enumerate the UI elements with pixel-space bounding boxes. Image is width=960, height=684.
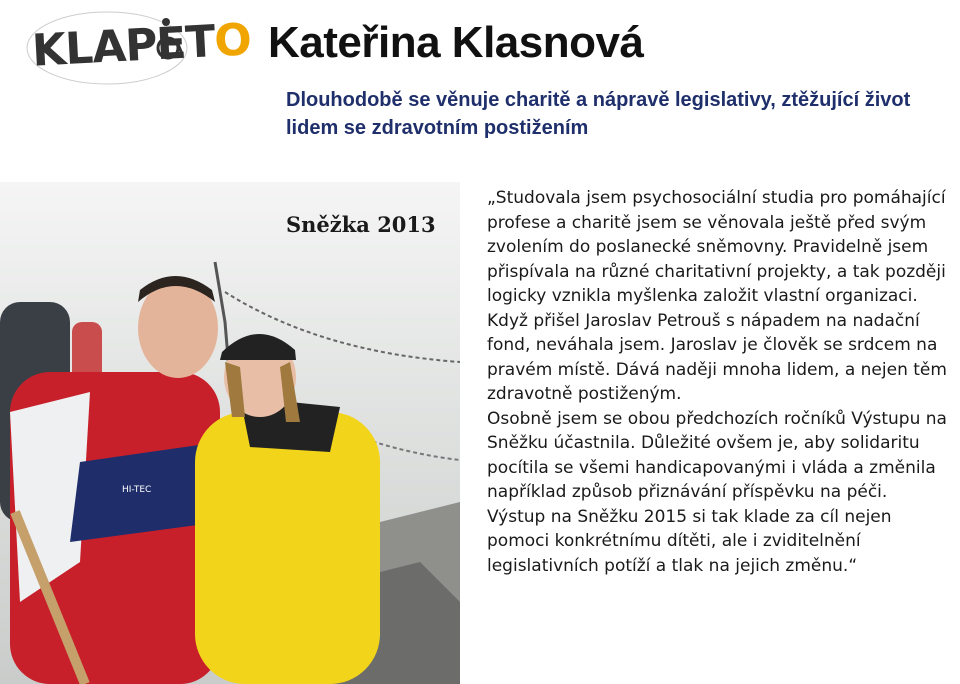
logo-text-accent: O	[213, 14, 253, 68]
quote-paragraph: Osobně jsem se obou předchozích ročníků Výstupu na Sněžku účastnila. Důležité ovšem je, aby solidaritu pocítila se všemi handicapovanými i vláda a změnila například způsob přiznávání příspěvku na péči.	[487, 408, 947, 502]
page-subtitle: Dlouhodobě se věnuje charitě a nápravě legislativy, ztěžující život lidem se zdravotním postižením	[286, 89, 911, 139]
logo-text-main: KLAPET	[30, 16, 216, 77]
photo-caption: Sněžka 2013	[286, 212, 436, 237]
photo-illustration	[0, 182, 460, 684]
quote-paragraph: Když přišel Jaroslav Petrouš s nápadem na nadační fond, neváhala jsem. Jaroslav je člověk se srdcem na pravém místě. Dává naději mnoha lidem, a nejen těm zdravotně postiženým.	[487, 310, 947, 404]
quote-paragraph: „Studovala jsem psychosociální studia pro pomáhající profese a charitě jsem se věnovala ještě před svým zvolením do poslanecké sněmovny. Pravidelně jsem přispívala na různé charitativní projekty, a tak později logicky vznikla myšlenka založit vlastní organizaci.	[487, 188, 946, 306]
logo-text	[31, 14, 252, 76]
snezka-photo	[0, 182, 460, 684]
jacket-brand-label: HI-TEC	[122, 485, 152, 495]
klapeto-logo	[24, 8, 253, 86]
quote-paragraph: Výstup na Sněžku 2015 si tak klade za cíl nejen pomoci konkrétnímu dítěti, ale i zviditelnění legislativních potíží a tlak na jejich změnu.“	[487, 506, 892, 576]
page-title: Kateřina Klasnová	[268, 18, 644, 67]
quote-text	[487, 186, 953, 578]
